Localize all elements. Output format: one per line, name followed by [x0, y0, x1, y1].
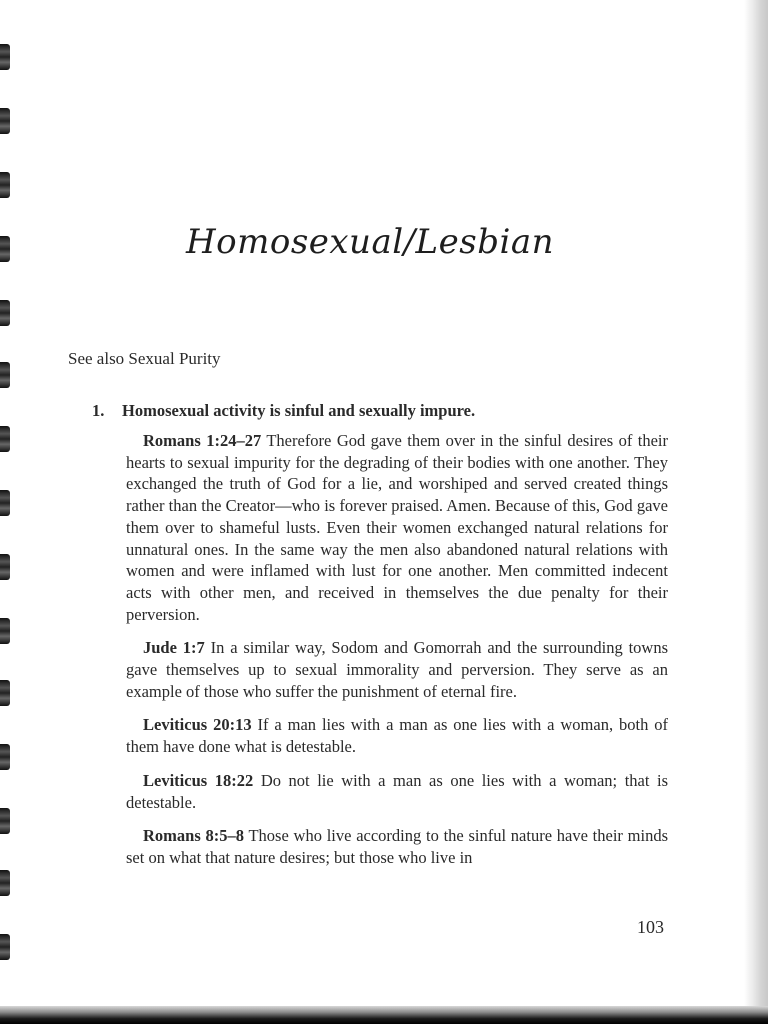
verse-text: Do not lie with a man as one lies with a woman; that is detestable. [126, 770, 669, 812]
verse-text: If a man lies with a man as one lies with a woman, both of them have done what is detestable. [126, 715, 668, 757]
section-heading-text: Homosexual activity is sinful and sexually impure. [122, 401, 476, 420]
verse-entry [126, 825, 668, 868]
verse-reference: Jude 1:7 [143, 638, 205, 658]
verse-entry [126, 637, 668, 702]
binding-ring [0, 490, 10, 516]
binding-ring [0, 934, 10, 960]
verse-text: Therefore God gave them over in the sinful desires of their hearts to sexual impurity for the degrading of their bodies with one another. They exchanged the truth of God for a lie, and worshiped and served created things rather than the Creator—who is forever praised. Amen. Because of this, God gave them over to shameful lusts. Even their women exchanged natural relations for unnatural ones. In the same way the men also abandoned natural relations with women and were inflamed with lust for one another. Men committed indecent acts with other men, and received in themselves the due penalty for their perversion. [126, 431, 668, 624]
verse-reference: Romans 8:5–8 [143, 826, 245, 846]
page-shadow [0, 1006, 768, 1024]
verse-text: Those who live according to the sinful nature have their minds set on what that nature desires; but those who live in [126, 826, 668, 867]
verse-entry [126, 714, 668, 757]
spiral-binding [0, 0, 14, 1024]
binding-ring [0, 618, 10, 644]
verse-entry [126, 430, 668, 625]
binding-ring [0, 172, 10, 198]
verse-entry [126, 770, 668, 813]
section-heading [92, 401, 475, 421]
binding-ring [0, 108, 10, 134]
binding-ring [0, 808, 10, 834]
page-number: 103 [637, 917, 664, 937]
page-title: Homosexual/Lesbian [185, 222, 555, 262]
binding-ring [0, 680, 10, 706]
page-edge [744, 0, 768, 1024]
binding-ring [0, 300, 10, 326]
binding-ring [0, 362, 10, 388]
verse-reference: Leviticus 20:13 [143, 715, 252, 735]
verse-reference: Leviticus 18:22 [143, 770, 254, 790]
binding-ring [0, 44, 10, 70]
binding-ring [0, 744, 10, 770]
verse-reference: Romans 1:24–27 [143, 431, 262, 450]
verse-list [126, 430, 668, 881]
binding-ring [0, 426, 10, 452]
binding-ring [0, 870, 10, 896]
see-also-note: See also Sexual Purity [68, 349, 221, 368]
verse-text: In a similar way, Sodom and Gomorrah and the surrounding towns gave themselves up to sexual immorality and perversion. They serve as an example of those who suffer the punishment of eternal fire. [126, 638, 669, 701]
binding-ring [0, 554, 10, 580]
section-number: 1. [92, 401, 105, 420]
